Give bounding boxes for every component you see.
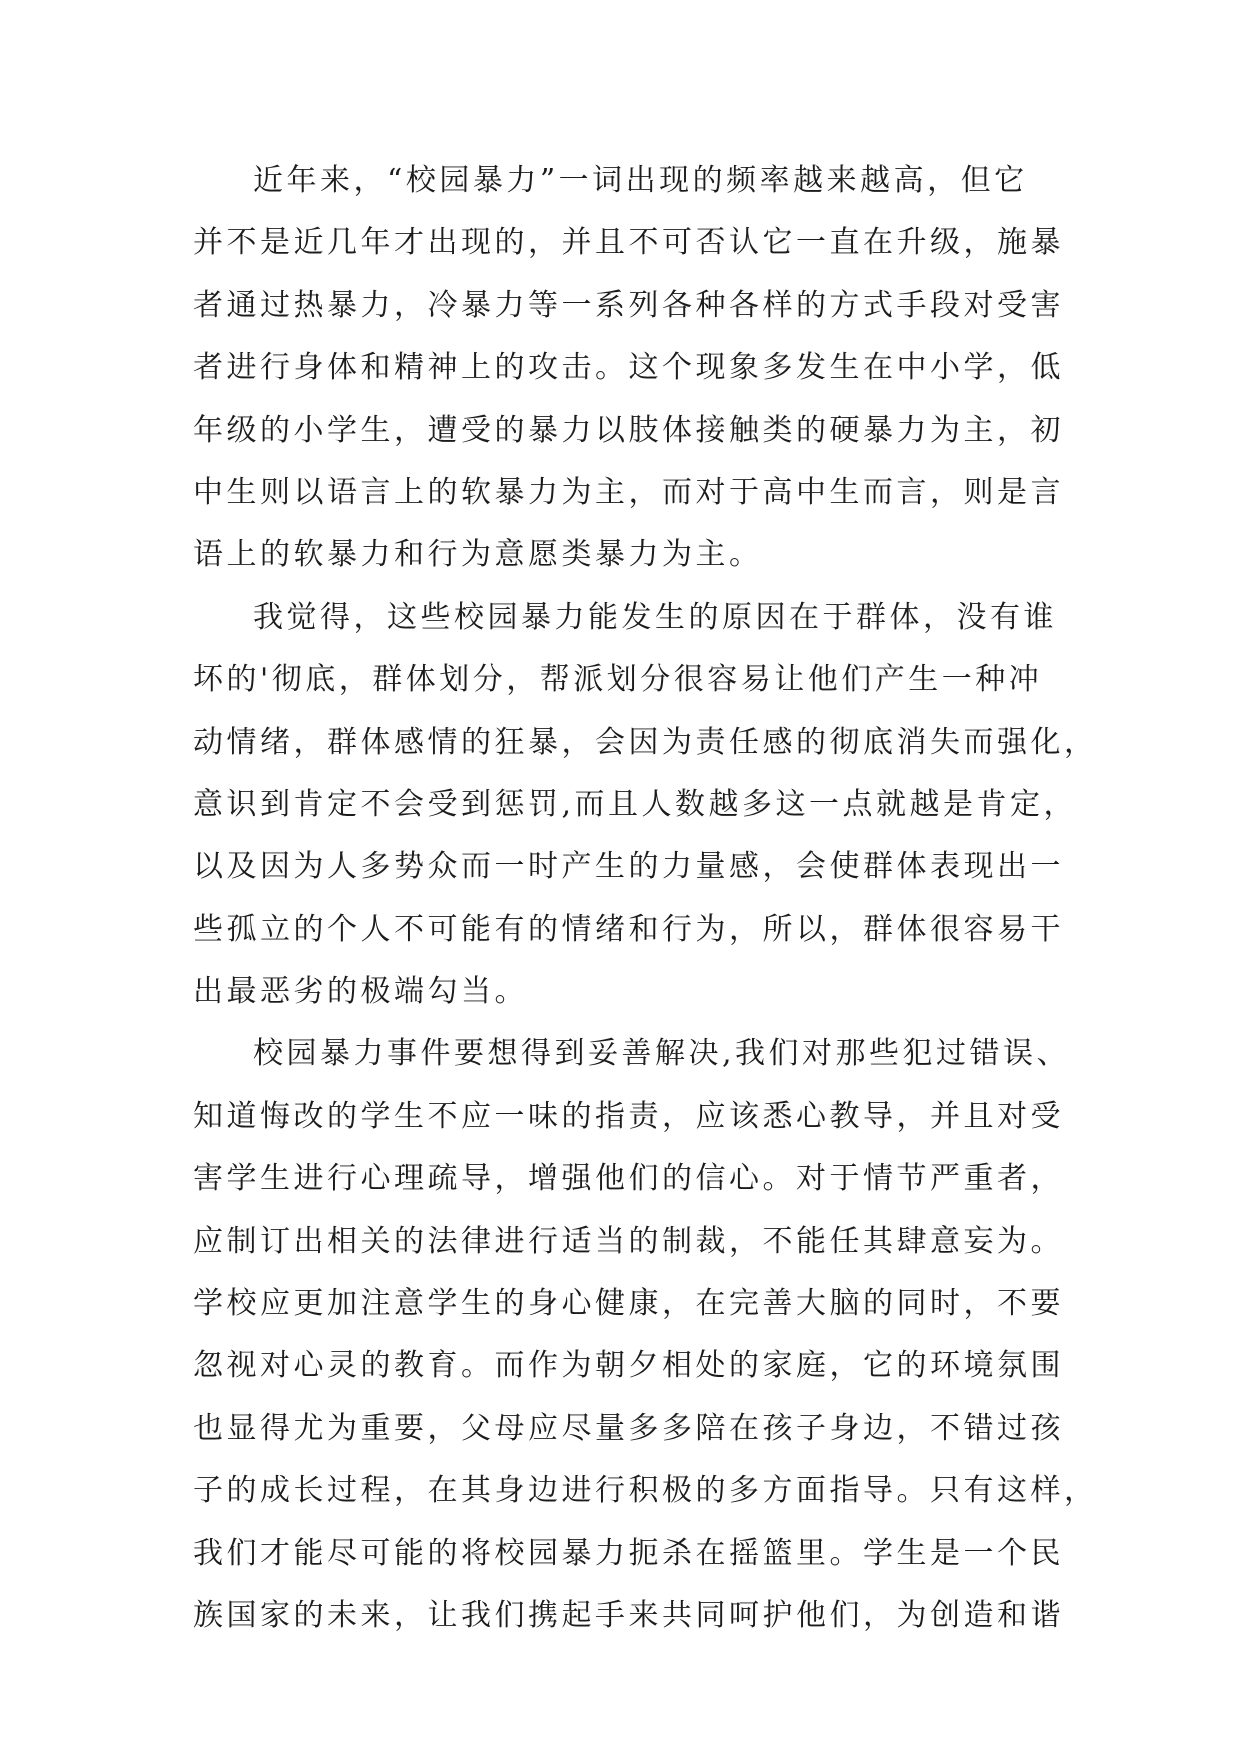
text-line: 动情绪，群体感情的狂暴，会因为责任感的彻底消失而强化， [193, 724, 1098, 760]
text-line: 以及因为人多势众而一时产生的力量感，会使群体表现出一 [193, 849, 1064, 885]
paragraph-2 [193, 587, 1098, 1024]
text-line: 我们才能尽可能的将校园暴力扼杀在摇篮里。学生是一个民 [193, 1535, 1064, 1571]
text-line: 学校应更加注意学生的身心健康，在完善大脑的同时，不要 [193, 1286, 1064, 1322]
text-line: 者进行身体和精神上的攻击。这个现象多发生在中小学，低 [193, 350, 1064, 386]
text-line: 忽视对心灵的教育。而作为朝夕相处的家庭，它的环境氛围 [193, 1348, 1064, 1384]
text-line: 我觉得，这些校园暴力能发生的原因在于群体，没有谁 [253, 599, 1057, 635]
text-line: 应制订出相关的法律进行适当的制裁，不能任其肆意妄为。 [193, 1223, 1064, 1259]
text-line: 坏的'彻底，群体划分，帮派划分很容易让他们产生一种冲 [193, 662, 1043, 698]
text-line: 害学生进行心理疏导，增强他们的信心。对于情节严重者， [193, 1161, 1064, 1197]
paragraph-1 [193, 150, 1073, 587]
text-line: 并不是近几年才出现的，并且不可否认它一直在升级，施暴 [193, 225, 1064, 261]
text-line: 意识到肯定不会受到惩罚,而且人数越多这一点就越是肯定， [193, 786, 1078, 822]
document-body [193, 150, 1098, 1647]
text-line: 子的成长过程，在其身边进行积极的多方面指导。只有这样， [193, 1473, 1098, 1509]
text-line: 者通过热暴力，冷暴力等一系列各种各样的方式手段对受害 [193, 287, 1064, 323]
text-line: 语上的软暴力和行为意愿类暴力为主。 [193, 537, 763, 573]
text-line: 近年来，“校园暴力”一词出现的频率越来越高，但它 [253, 163, 1028, 198]
text-line: 年级的小学生，遭受的暴力以肢体接触类的硬暴力为主，初 [193, 412, 1064, 448]
text-line: 中生则以语言上的软暴力为主，而对于高中生而言，则是言 [193, 474, 1064, 510]
text-line: 些孤立的个人不可能有的情绪和行为，所以，群体很容易干 [193, 911, 1064, 947]
paragraph-3 [193, 1023, 1098, 1647]
text-line: 也显得尤为重要，父母应尽量多多陪在孩子身边，不错过孩 [193, 1410, 1064, 1446]
text-line: 族国家的未来，让我们携起手来共同呵护他们，为创造和谐 [193, 1597, 1064, 1633]
text-line: 知道悔改的学生不应一味的指责，应该悉心教导，并且对受 [193, 1098, 1064, 1134]
text-line: 校园暴力事件要想得到妥善解决,我们对那些犯过错误、 [253, 1036, 1071, 1072]
text-line: 出最恶劣的极端勾当。 [193, 974, 528, 1010]
